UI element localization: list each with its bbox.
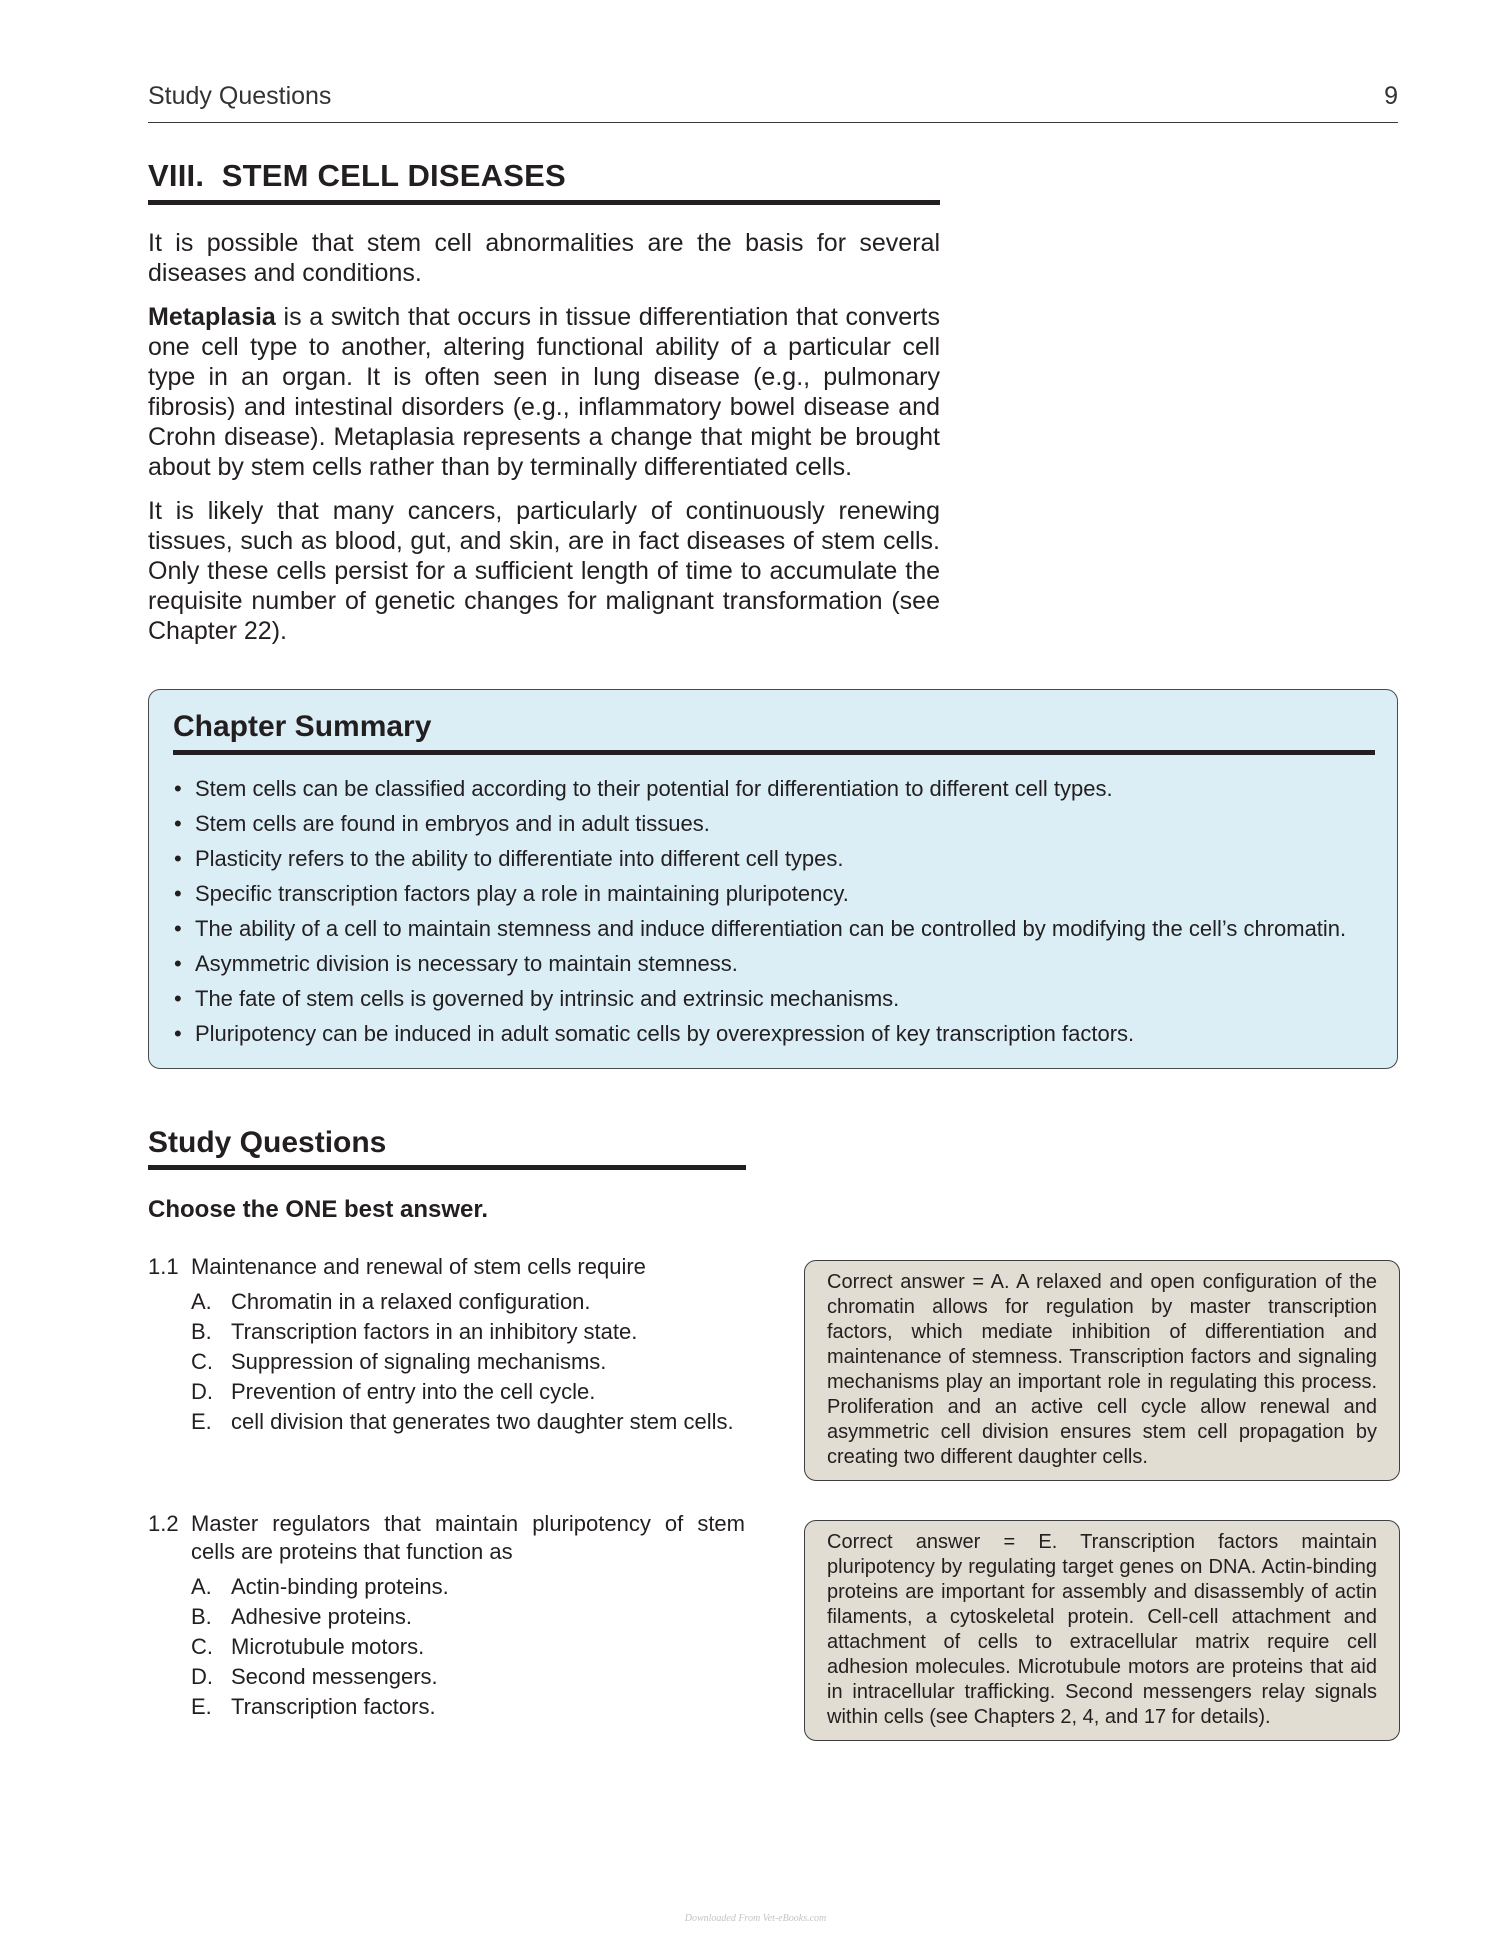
answer-options <box>191 1572 745 1722</box>
option-text: Chromatin in a relaxed configuration. <box>231 1289 591 1314</box>
summary-item: • The ability of a cell to maintain stemness and induce differentiation can be controlled by modifying the cell’s chromatin. <box>173 916 1383 951</box>
metaplasia-text: is a switch that occurs in tissue differentiation that converts one cell type to another, altering functional ability of a particular cell type in an organ. It is often seen in lung disease (e.g., pulmonary fibrosis) and intestinal disorders (e.g., inflammatory bowel disease and Crohn disease). Metaplasia represents a change that might be brought about by stem cells rather than by terminally differentiated cells. <box>148 303 940 481</box>
answer-option <box>191 1377 745 1407</box>
option-letter: A. <box>191 1574 212 1599</box>
option-text: cell division that generates two daughter stem cells. <box>231 1409 734 1434</box>
option-text: Transcription factors in an inhibitory state. <box>231 1319 638 1344</box>
answer-option <box>191 1287 745 1317</box>
section-heading: VIII. STEM CELL DISEASES <box>148 158 566 193</box>
cancer-paragraph: It is likely that many cancers, particularly of continuously renewing tissues, such as blood, gut, and skin, are in fact diseases of stem cells. Only these cells persist for a sufficient length of time to accumulate the requisite number of genetic changes for malignant transformation (see Chapter 22). <box>148 497 940 645</box>
summary-item: • Specific transcription factors play a role in maintaining pluripotency. <box>173 881 1383 916</box>
answer-explanation-1-2: Correct answer = E. Transcription factors maintain pluripotency by regulating target genes on DNA. Actin-binding proteins are important for assembly and disassembly of actin filaments, a cytoskeletal protein. Cell-cell attachment and attachment of cells to extracellular matrix require cell adhesion molecules. Microtubule motors are proteins that aid in intracellular trafficking. Second messengers relay signals within cells (see Chapters 2, 4, and 17 for details). <box>804 1520 1400 1741</box>
question-number: 1.1 <box>148 1254 179 1279</box>
answer-option <box>191 1632 745 1662</box>
summary-item: • Stem cells are found in embryos and in adult tissues. <box>173 811 1383 846</box>
metaplasia-term: Metaplasia <box>148 303 276 331</box>
answer-option <box>191 1572 745 1602</box>
chapter-summary-rule <box>173 750 1375 755</box>
answer-option <box>191 1692 745 1722</box>
answer-option <box>191 1602 745 1632</box>
running-title: Study Questions <box>148 82 332 110</box>
option-letter: D. <box>191 1664 213 1689</box>
summary-item: • Plasticity refers to the ability to differentiate into different cell types. <box>173 846 1383 881</box>
option-text: Suppression of signaling mechanisms. <box>231 1349 607 1374</box>
metaplasia-paragraph <box>148 302 940 482</box>
answer-explanation-1-1: Correct answer = A. A relaxed and open configuration of the chromatin allows for regulation by master transcription factors, which mediate inhibition of differentiation and maintenance of stemness. Transcription factors and signaling mechanisms play an important role in regulating this process. Proliferation and an active cell cycle allow renewal and asymmetric cell division ensures stem cell propagation by creating two different daughter cells. <box>804 1260 1400 1481</box>
chapter-summary-title: Chapter Summary <box>173 710 432 743</box>
option-letter: C. <box>191 1634 213 1659</box>
intro-paragraph: It is possible that stem cell abnormalities are the basis for several diseases and conditions. <box>148 229 940 287</box>
summary-item: • Stem cells can be classified according to their potential for differentiation to different cell types. <box>173 776 1383 811</box>
question-number: 1.2 <box>148 1511 179 1536</box>
study-questions-heading: Study Questions <box>148 1126 387 1159</box>
questions-instruction: Choose the ONE best answer. <box>148 1196 489 1223</box>
option-letter: E. <box>191 1694 212 1719</box>
summary-item: • Pluripotency can be induced in adult somatic cells by overexpression of key transcription factors. <box>173 1021 1383 1056</box>
page-number: 9 <box>1384 82 1398 110</box>
option-text: Adhesive proteins. <box>231 1604 412 1629</box>
summary-item: • The fate of stem cells is governed by intrinsic and extrinsic mechanisms. <box>173 986 1383 1021</box>
option-letter: B. <box>191 1319 212 1344</box>
option-text: Actin-binding proteins. <box>231 1574 449 1599</box>
running-head <box>148 82 1398 123</box>
question-stem <box>148 1253 745 1281</box>
question-stem <box>148 1510 745 1566</box>
question-text: Maintenance and renewal of stem cells require <box>191 1254 646 1279</box>
question-1-2 <box>148 1510 745 1722</box>
summary-item: • Asymmetric division is necessary to maintain stemness. <box>173 951 1383 986</box>
answer-option <box>191 1347 745 1377</box>
answer-option <box>191 1317 745 1347</box>
study-questions-rule <box>148 1165 746 1170</box>
answer-options <box>191 1287 745 1437</box>
section-body <box>148 228 940 660</box>
question-text: Master regulators that maintain pluripotency of stem cells are proteins that function as <box>191 1511 745 1564</box>
option-text: Second messengers. <box>231 1664 438 1689</box>
chapter-summary-box <box>148 689 1398 1069</box>
answer-option <box>191 1407 745 1437</box>
option-letter: C. <box>191 1349 213 1374</box>
option-letter: E. <box>191 1409 212 1434</box>
option-text: Prevention of entry into the cell cycle. <box>231 1379 596 1404</box>
option-letter: D. <box>191 1379 213 1404</box>
option-letter: B. <box>191 1604 212 1629</box>
chapter-summary-list <box>173 776 1383 1056</box>
option-text: Transcription factors. <box>231 1694 436 1719</box>
answer-option <box>191 1662 745 1692</box>
option-letter: A. <box>191 1289 212 1314</box>
question-1-1 <box>148 1253 745 1437</box>
download-watermark: Downloaded From Vet-eBooks.com <box>684 1913 827 1924</box>
option-text: Microtubule motors. <box>231 1634 425 1659</box>
section-heading-rule <box>148 200 940 205</box>
